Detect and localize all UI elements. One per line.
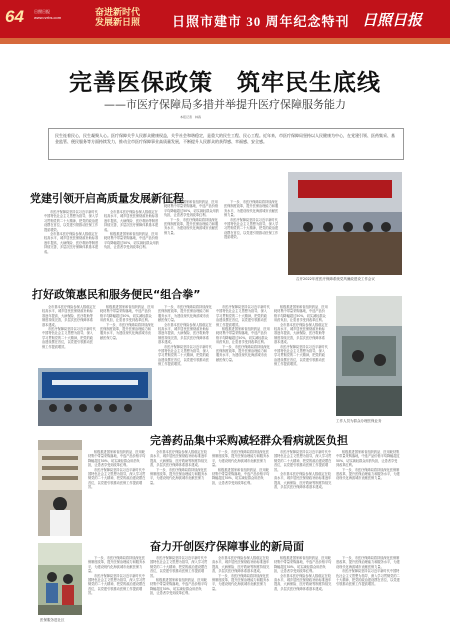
text-column	[216, 305, 270, 425]
paragraph: 市医疗保障局坚持以习近平新时代中国特色社会主义思想为指导，深入学习贯彻党的二十大精神，把党的政治建设摆在首位，以党建引领推动医保工作提质增效。	[216, 305, 270, 327]
paragraph: 市医疗保障局坚持以习近平新时代中国特色社会主义思想为指导，深入学习贯彻党的二十大精神，把党的政治建设摆在首位，以党建引领推动医保工作提质增效。	[274, 344, 328, 367]
text-column	[158, 305, 212, 425]
paragraph: 市医疗保障局坚持以习近平新时代中国特色社会主义思想为指导，深入学习贯彻党的二十大精神，把党的政治建设摆在首位，以党建引领推动医保工作提质增效。	[150, 556, 208, 578]
text-column	[100, 305, 154, 361]
text-column	[336, 450, 400, 536]
paragraph: 全市基本医疗保险参保人数稳定在较高水平，城乡居民医保财政补助标准逐年提高，大病保险、医疗救助等制度持续完善，多层次医疗保障体系基本建成。	[158, 322, 212, 345]
section-heading-1	[30, 190, 184, 206]
paragraph: 下一步，市医疗保障局将持续深化医保制度改革，提升医保治理能力和服务水平，为建设现代化海滨城市贡献医保力量。	[158, 305, 212, 323]
section-heading-3	[150, 432, 348, 448]
banner-wave	[0, 38, 450, 44]
paragraph: 下一步，市医疗保障局将持续深化医保制度改革，提升医保治理能力和服务水平，为建设现代化海滨城市贡献医保力量。	[212, 450, 270, 468]
paragraph: 全市基本医疗保险参保人数稳定在较高水平，城乡居民医保财政补助标准逐年提高，大病保险、医疗救助等制度持续完善，多层次医疗保障体系基本建成。	[274, 322, 328, 345]
paragraph: 下一步，市医疗保障局将持续深化医保制度改革，提升医保治理能力和服务水平，为建设现代化海滨城市贡献医保力量。	[150, 467, 208, 485]
paragraph: 市医疗保障局坚持以习近平新时代中国特色社会主义思想为指导，深入学习贯彻党的二十大精神，把党的政治建设摆在首位，以党建引领推动医保工作提质增效。	[44, 210, 99, 232]
paragraph: 全市基本医疗保险参保人数稳定在较高水平，城乡居民医保财政补助标准逐年提高，大病保险、医疗救助等制度持续完善，多层次医疗保障体系基本建成。	[274, 573, 332, 591]
section-heading-text: 奋力开创医疗保障事业的新局面	[150, 540, 304, 553]
text-column	[150, 450, 208, 536]
section-heading-text: 完善药品集中采购减轻群众看病就医负担	[150, 434, 348, 447]
paragraph: 全市基本医疗保险参保人数稳定在较高水平，城乡居民医保财政补助标准逐年提高，大病保险、医疗救助等制度持续完善，多层次医疗保障体系基本建成。	[44, 232, 99, 254]
paragraph: 下一步，市医疗保障局将持续深化医保制度改革，提升医保治理能力和服务水平，为建设现代化海滨城市贡献医保力量。	[100, 322, 154, 340]
intro-text: 民生连着民心，民生凝聚人心。医疗保障关乎人民群众健康权益，关乎社会和谐稳定，是重大的民生工程、民心工程。近年来，市医疗保障局坚持以人民健康为中心，在党建引领、医药集采、基金监管、便民服务等方面持续发力，推动全市医疗保障事业高质量发展，不断提升人民群众的获得感、幸福感、安全感。	[55, 133, 395, 144]
text-column	[336, 556, 400, 616]
paragraph: 市医疗保障局坚持以习近平新时代中国特色社会主义思想为指导，深入学习贯彻党的二十大精神，把党的政治建设摆在首位，以党建引领推动医保工作提质增效。	[88, 573, 146, 596]
paragraph: 积极推进国家和省组织药品、医用耗材集中带量采购落地，中选产品价格平均降幅超过50%，切实减轻群众用药负担，让患者享受到改革红利。	[336, 450, 400, 468]
paragraph: 下一步，市医疗保障局将持续深化医保制度改革，提升医保治理能力和服务水平，为建设现代化海滨城市贡献医保力量。	[216, 344, 270, 362]
text-column	[44, 210, 100, 266]
text-column	[274, 556, 332, 616]
text-column	[104, 210, 160, 266]
section-heading-text: 党建引领开启高质量发展新征程	[30, 192, 184, 205]
paragraph: 积极推进国家和省组织药品、医用耗材集中带量采购落地，中选产品价格平均降幅超过50%，切实减轻群众用药负担，让患者享受到改革红利。	[274, 556, 332, 574]
page-number: 64	[5, 7, 24, 26]
paragraph: 市医疗保障局坚持以习近平新时代中国特色社会主义思想为指导，深入学习贯彻党的二十大精神，把党的政治建设摆在首位，以党建引领推动医保工作提质增效。	[336, 569, 400, 587]
paragraph: 市医疗保障局坚持以习近平新时代中国特色社会主义思想为指导，深入学习贯彻党的二十大精神，把党的政治建设摆在首位，以党建引领推动医保工作提质增效。	[88, 467, 146, 490]
intro-box	[48, 128, 404, 160]
service-window-photo	[336, 296, 402, 416]
paragraph: 全市基本医疗保险参保人数稳定在较高水平，城乡居民医保财政补助标准逐年提高，大病保险、医疗救助等制度持续完善，多层次医疗保障体系基本建成。	[42, 305, 96, 327]
text-column	[164, 200, 220, 266]
slogan-line-2: 发展新日照	[95, 17, 141, 27]
text-column	[88, 556, 146, 616]
masthead-meta	[34, 9, 86, 21]
paragraph: 积极推进国家和省组织药品、医用耗材集中带量采购落地，中选产品价格平均降幅超过50%，切实减轻群众用药负担，让患者享受到改革红利。	[150, 578, 208, 596]
paragraph: 全市基本医疗保险参保人数稳定在较高水平，城乡居民医保财政补助标准逐年提高，大病保险、医疗救助等制度持续完善，多层次医疗保障体系基本建成。	[150, 450, 208, 468]
slogan-line-1: 奋进新时代	[95, 7, 141, 17]
masthead-banner	[0, 0, 450, 44]
paragraph: 下一步，市医疗保障局将持续深化医保制度改革，提升医保治理能力和服务水平，为建设现代化海滨城市贡献医保力量。	[224, 200, 279, 218]
paragraph: 市医疗保障局坚持以习近平新时代中国特色社会主义思想为指导，深入学习贯彻党的二十大精神，把党的政治建设摆在首位，以党建引领推动医保工作提质增效。	[224, 217, 279, 240]
article-title: 完善医保政策 筑牢民生底线	[69, 70, 381, 96]
anniversary-slogan	[95, 7, 163, 27]
meta-line-1: 日照日报	[34, 9, 50, 14]
paragraph: 下一步，市医疗保障局将持续深化医保制度改革，提升医保治理能力和服务水平，为建设现代化海滨城市贡献医保力量。	[212, 573, 270, 591]
paragraph: 市医疗保障局坚持以习近平新时代中国特色社会主义思想为指导，深入学习贯彻党的二十大精神，把党的政治建设摆在首位，以党建引领推动医保工作提质增效。	[42, 327, 96, 349]
paragraph: 积极推进国家和省组织药品、医用耗材集中带量采购落地，中选产品价格平均降幅超过50%，切实减轻群众用药负担，让患者享受到改革红利。	[212, 467, 270, 485]
section-heading-2	[32, 286, 200, 302]
text-column	[42, 305, 96, 361]
article-byline: 本报记者 林森	[180, 115, 202, 119]
paragraph: 市医疗保障局坚持以习近平新时代中国特色社会主义思想为指导，深入学习贯彻党的二十大精神，把党的政治建设摆在首位，以党建引领推动医保工作提质增效。	[158, 344, 212, 367]
community-photo	[38, 543, 82, 615]
paragraph: 下一步，市医疗保障局将持续深化医保制度改革，提升医保治理能力和服务水平，为建设现代化海滨城市贡献医保力量。	[336, 467, 400, 481]
paragraph: 积极推进国家和省组织药品、医用耗材集中带量采购落地，中选产品价格平均降幅超过50%，切实减轻群众用药负担，让患者享受到改革红利。	[104, 232, 159, 250]
paragraph: 市医疗保障局坚持以习近平新时代中国特色社会主义思想为指导，深入学习贯彻党的二十大精神，把党的政治建设摆在首位，以党建引领推动医保工作提质增效。	[274, 450, 332, 472]
meeting-photo	[288, 172, 402, 275]
section-heading-4	[150, 538, 304, 554]
text-column	[150, 556, 208, 616]
paragraph: 积极推进国家和省组织药品、医用耗材集中带量采购落地，中选产品价格平均降幅超过50%，切实减轻群众用药负担，让患者享受到改革红利。	[100, 305, 154, 323]
text-column	[212, 556, 270, 616]
text-column	[224, 200, 280, 266]
photo-caption-2: 工作人员为群众办理医保业务	[336, 419, 382, 423]
paragraph: 积极推进国家和省组织药品、医用耗材集中带量采购落地，中选产品价格平均降幅超过50%，切实减轻群众用药负担，让患者享受到改革红利。	[88, 450, 146, 468]
paragraph: 积极推进国家和省组织药品、医用耗材集中带量采购落地，中选产品价格平均降幅超过50%，切实减轻群众用药负担，让患者享受到改革红利。	[274, 305, 328, 323]
paragraph: 全市基本医疗保险参保人数稳定在较高水平，城乡居民医保财政补助标准逐年提高，大病保险、医疗救助等制度持续完善，多层次医疗保障体系基本建成。	[274, 472, 332, 490]
paragraph: 积极推进国家和省组织药品、医用耗材集中带量采购落地，中选产品价格平均降幅超过50%，切实减轻群众用药负担，让患者享受到改革红利。	[164, 200, 219, 218]
anniversary-title: 日照市建市 30 周年纪念特刊	[172, 14, 350, 29]
newspaper-logo: 日照日报	[362, 13, 423, 29]
pharmacy-photo	[38, 440, 82, 536]
text-column	[274, 450, 332, 536]
meta-line-2: www.rzrbs.com	[34, 15, 62, 20]
text-column	[88, 450, 146, 536]
photo-caption-1: 召开2022年度医疗保障系统党风廉政建设工作会议	[296, 277, 375, 281]
paragraph: 下一步，市医疗保障局将持续深化医保制度改革，提升医保治理能力和服务水平，为建设现代化海滨城市贡献医保力量。	[164, 217, 219, 235]
paragraph: 下一步，市医疗保障局将持续深化医保制度改革，提升医保治理能力和服务水平，为建设现代化海滨城市贡献医保力量。	[88, 556, 146, 574]
text-column	[212, 450, 270, 536]
text-column	[274, 305, 328, 425]
section-heading-text: 打好政策惠民和服务便民“组合拳”	[32, 288, 201, 301]
paragraph: 全市基本医疗保险参保人数稳定在较高水平，城乡居民医保财政补助标准逐年提高，大病保险、医疗救助等制度持续完善，多层次医疗保障体系基本建成。	[104, 210, 159, 232]
paragraph: 积极推进国家和省组织药品、医用耗材集中带量采购落地，中选产品价格平均降幅超过50%，切实减轻群众用药负担，让患者享受到改革红利。	[216, 327, 270, 345]
article-subtitle: ——市医疗保障局多措并举提升医疗保障服务能力	[104, 98, 346, 111]
group-photo	[38, 368, 152, 426]
photo-caption-4: 医保服务进社区	[40, 618, 65, 622]
paragraph: 下一步，市医疗保障局将持续深化医保制度改革，提升医保治理能力和服务水平，为建设现代化海滨城市贡献医保力量。	[336, 556, 400, 569]
paragraph: 全市基本医疗保险参保人数稳定在较高水平，城乡居民医保财政补助标准逐年提高，大病保险、医疗救助等制度持续完善，多层次医疗保障体系基本建成。	[212, 556, 270, 574]
